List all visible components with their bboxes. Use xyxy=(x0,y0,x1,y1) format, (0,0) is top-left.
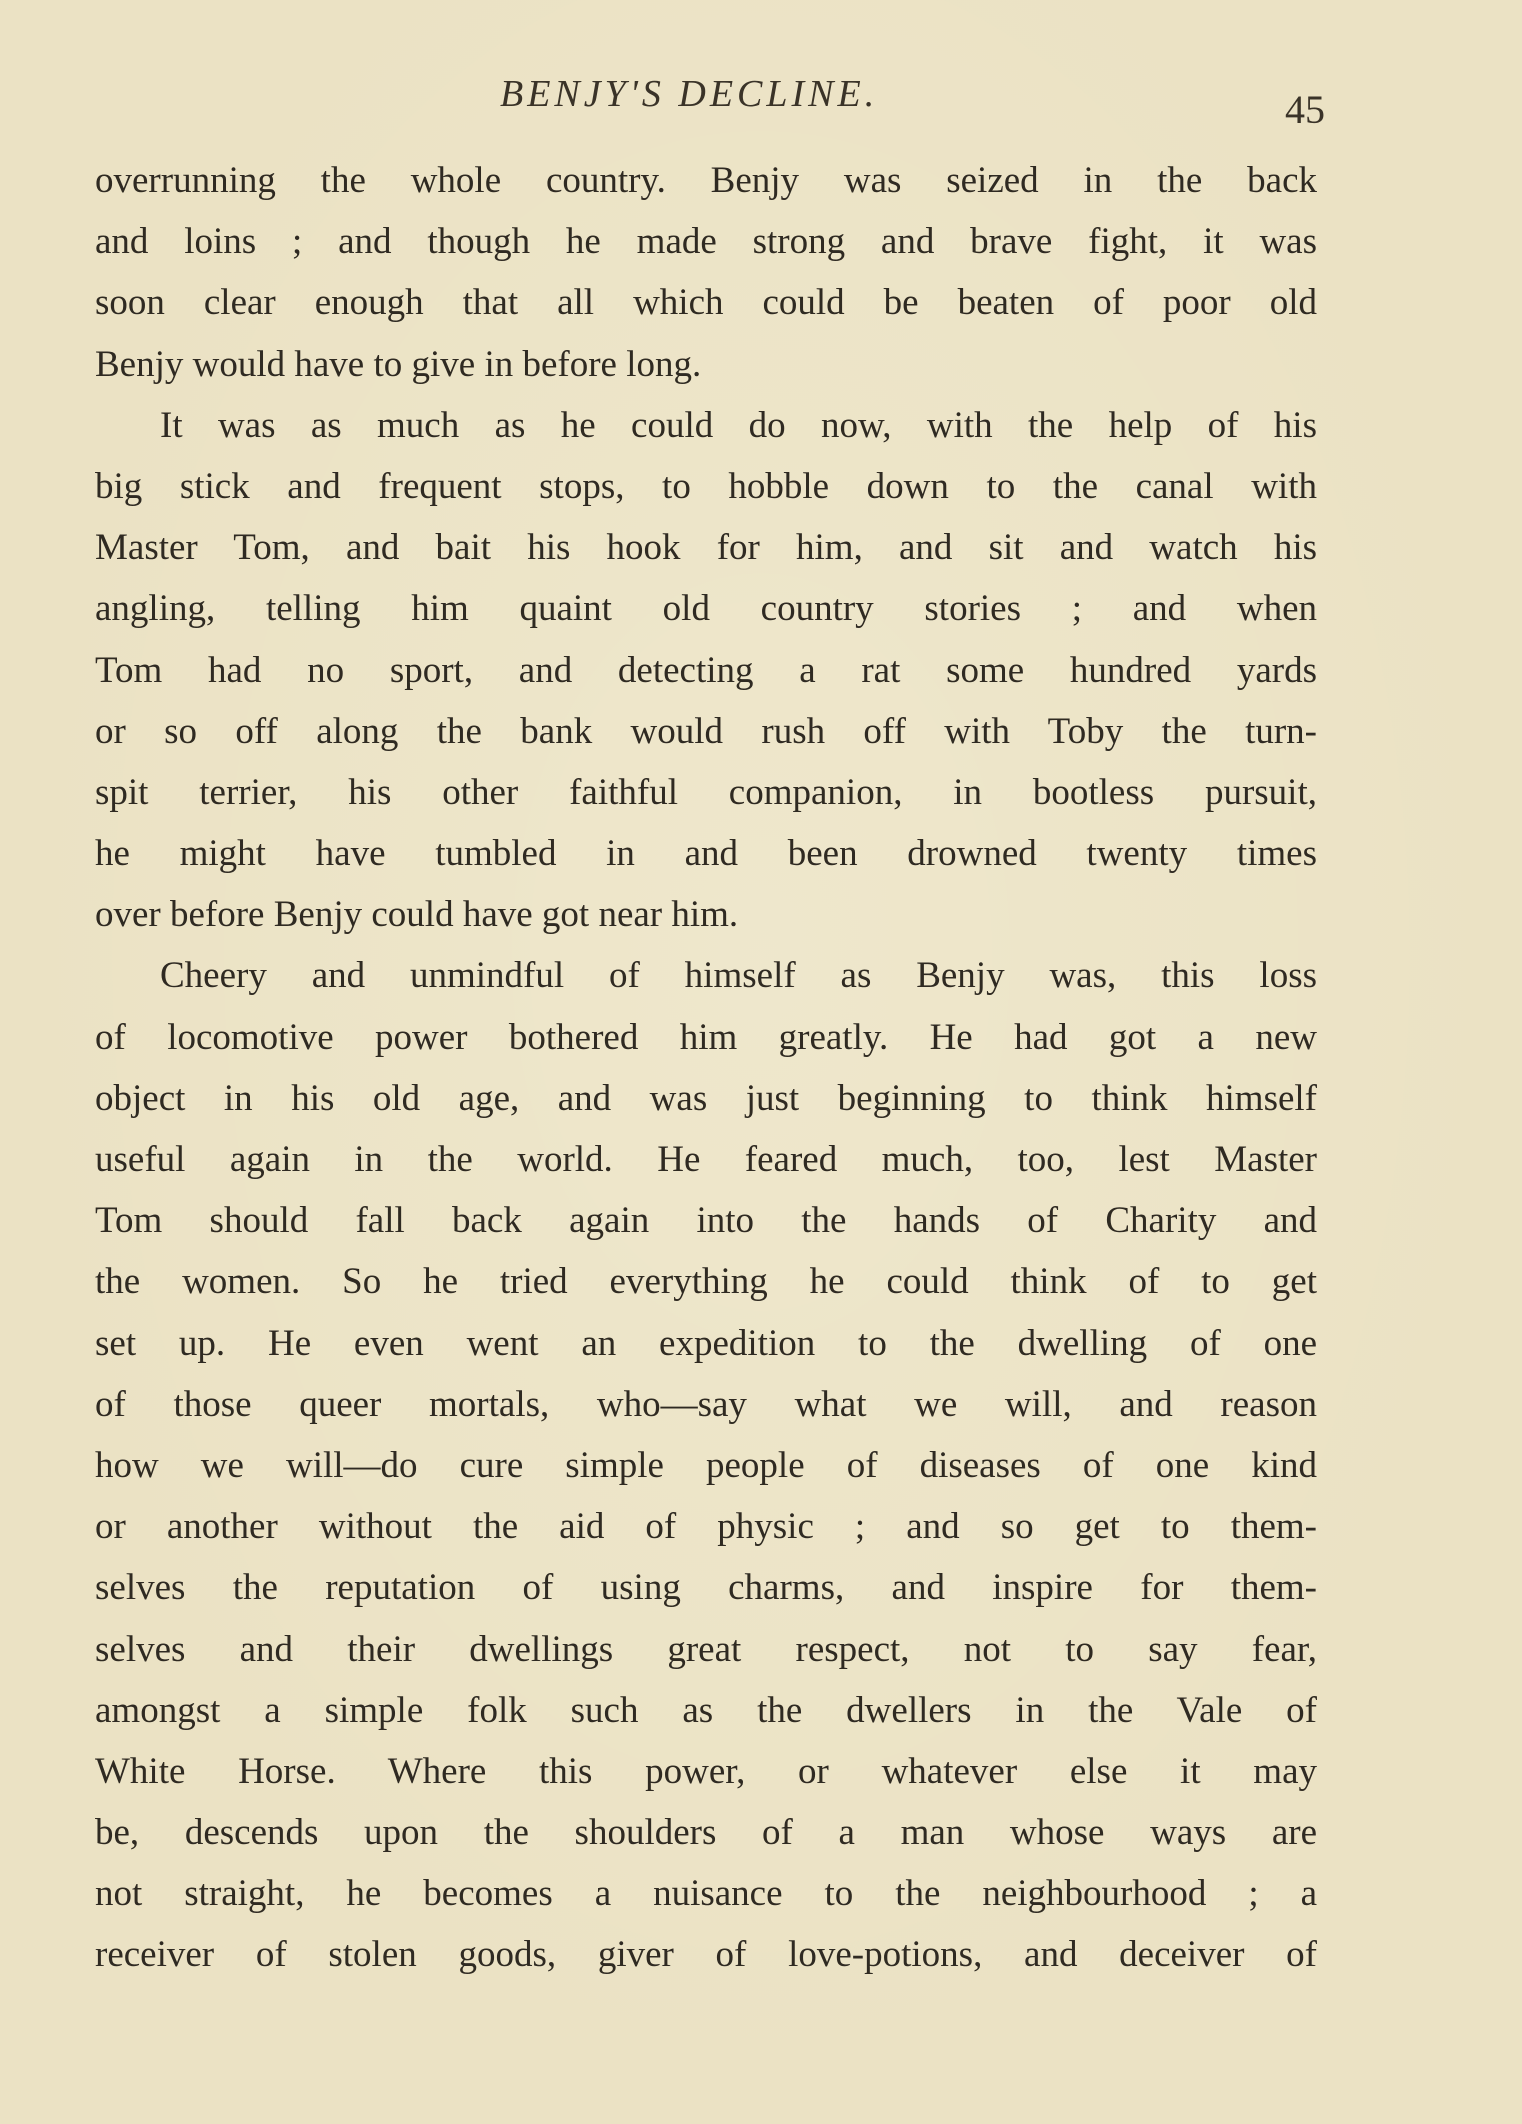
text-line: selves and their dwellings great respect, not to say fear, xyxy=(95,1628,1317,1670)
text-line: how we will—do cure simple people of diseases of one kind xyxy=(95,1444,1317,1486)
text-line: Cheery and unmindful of himself as Benjy was, this loss xyxy=(160,955,1317,997)
text-line: angling, telling him quaint old country stories ; and when xyxy=(95,588,1317,630)
text-line: of locomotive power bothered him greatly. He had got a new xyxy=(95,1016,1317,1058)
text-line: of those queer mortals, who—say what we will, and reason xyxy=(95,1383,1317,1425)
text-line: soon clear enough that all which could be beaten of poor old xyxy=(95,282,1317,324)
text-line: object in his old age, and was just beginning to think himself xyxy=(95,1077,1317,1119)
text-line: spit terrier, his other faithful companion, in bootless pursuit, xyxy=(95,771,1317,813)
text-line: he might have tumbled in and been drowned twenty times xyxy=(95,833,1317,875)
text-line: selves the reputation of using charms, and inspire for them- xyxy=(95,1567,1317,1609)
text-line: Master Tom, and bait his hook for him, and sit and watch his xyxy=(95,527,1317,569)
page-number: 45 xyxy=(1285,87,1325,132)
text-line: It was as much as he could do now, with the help of his xyxy=(160,404,1317,446)
text-line: or so off along the bank would rush off with Toby the turn- xyxy=(95,710,1317,752)
text-line: not straight, he becomes a nuisance to the neighbourhood ; a xyxy=(95,1873,1317,1915)
text-line: White Horse. Where this power, or whatever else it may xyxy=(95,1750,1317,1792)
text-line: Tom had no sport, and detecting a rat some hundred yards xyxy=(95,649,1317,691)
text-line: overrunning the whole country. Benjy was seized in the back xyxy=(95,160,1317,201)
text-line: the women. So he tried everything he could think of to get xyxy=(95,1261,1317,1303)
text-line: over before Benjy could have got near him. xyxy=(95,894,739,936)
text-line: set up. He even went an expedition to the dwelling of one xyxy=(95,1322,1317,1364)
text-line: big stick and frequent stops, to hobble down to the canal with xyxy=(95,465,1317,507)
text-line: useful again in the world. He feared much, too, lest Master xyxy=(95,1139,1317,1180)
text-line: amongst a simple folk such as the dwellers in the Vale of xyxy=(95,1689,1317,1731)
text-line: be, descends upon the shoulders of a man whose ways are xyxy=(95,1812,1317,1854)
text-line: Benjy would have to give in before long. xyxy=(95,343,702,385)
running-head xyxy=(0,72,1522,132)
running-title: BENJY'S DECLINE. xyxy=(500,73,879,115)
text-line: Tom should fall back again into the hands of Charity and xyxy=(95,1200,1317,1242)
text-line: receiver of stolen goods, giver of love-potions, and deceiver of xyxy=(95,1934,1317,1976)
body-text xyxy=(95,150,1317,1986)
text-line: and loins ; and though he made strong and brave fight, it was xyxy=(95,221,1317,263)
text-line: or another without the aid of physic ; and so get to them- xyxy=(95,1506,1317,1548)
